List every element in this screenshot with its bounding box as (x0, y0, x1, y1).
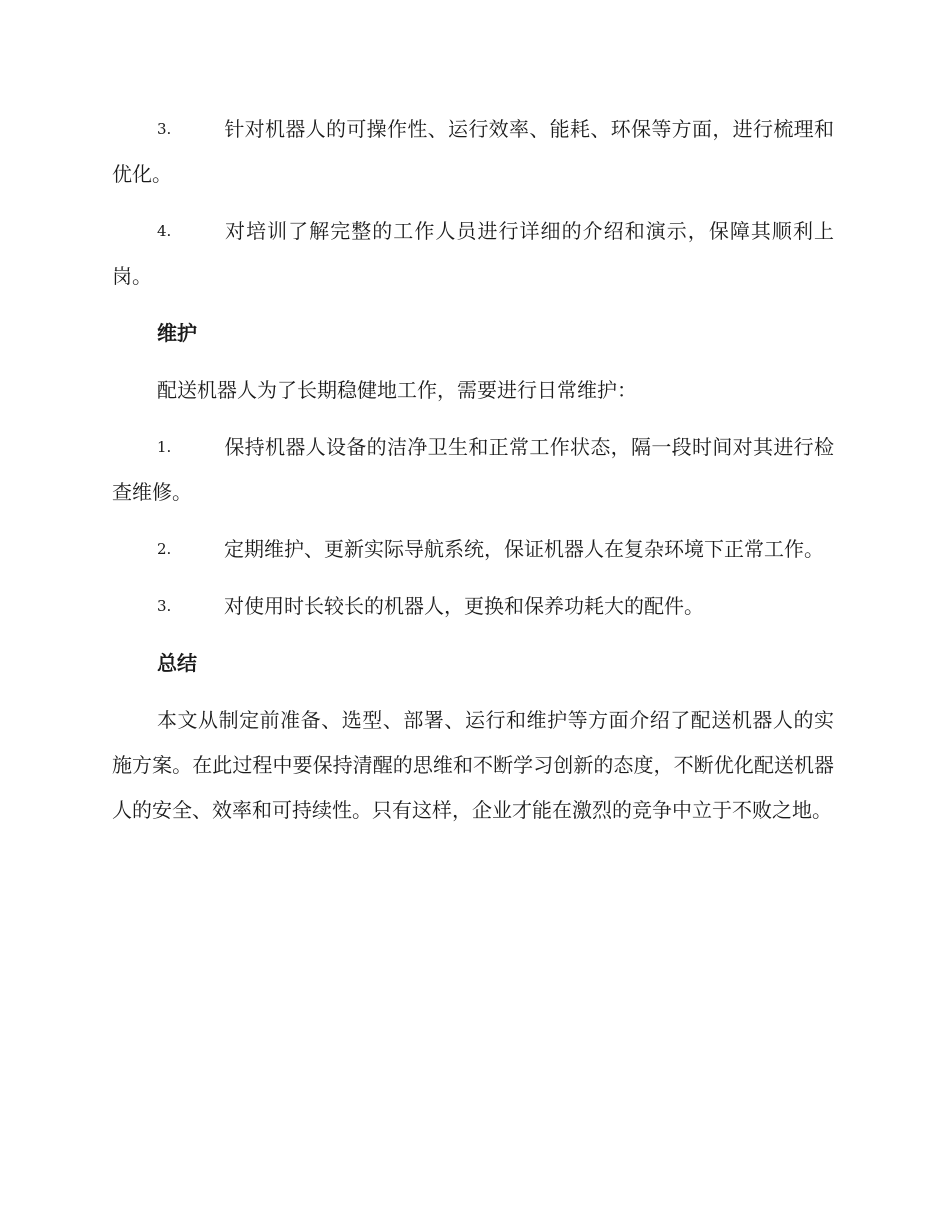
list-item (112, 107, 834, 197)
list-item (112, 527, 834, 572)
list-number: 3. (157, 120, 172, 138)
list-item (112, 425, 834, 515)
list-number: 4. (157, 222, 172, 240)
list-text: 保持机器人设备的洁净卫生和正常工作状态，隔一段时间对其进行检查维修。 (112, 435, 834, 504)
list-text: 对使用时长较长的机器人，更换和保养功耗大的配件。 (224, 594, 704, 618)
document-body (112, 107, 834, 845)
maintenance-intro: 配送机器人为了长期稳健地工作，需要进行日常维护： (157, 378, 637, 402)
summary-paragraph: 本文从制定前准备、选型、部署、运行和维护等方面介绍了配送机器人的实施方案。在此过程中要保持清醒的思维和不断学习创新的态度，不断优化配送机器人的安全、效率和可持续性。只有这样，企业才能在激烈的竞争中立于不败之地。 (112, 708, 834, 822)
section-heading-maintenance: 维护 (157, 321, 197, 345)
list-number: 1. (157, 438, 172, 456)
list-item (112, 584, 834, 629)
list-text: 定期维护、更新实际导航系统，保证机器人在复杂环境下正常工作。 (224, 537, 824, 561)
list-number: 2. (157, 540, 172, 558)
list-text: 对培训了解完整的工作人员进行详细的介绍和演示，保障其顺利上岗。 (112, 219, 834, 288)
list-number: 3. (157, 597, 172, 615)
list-item (112, 209, 834, 299)
list-text: 针对机器人的可操作性、运行效率、能耗、环保等方面，进行梳理和优化。 (112, 117, 834, 186)
section-heading-summary: 总结 (157, 651, 197, 675)
